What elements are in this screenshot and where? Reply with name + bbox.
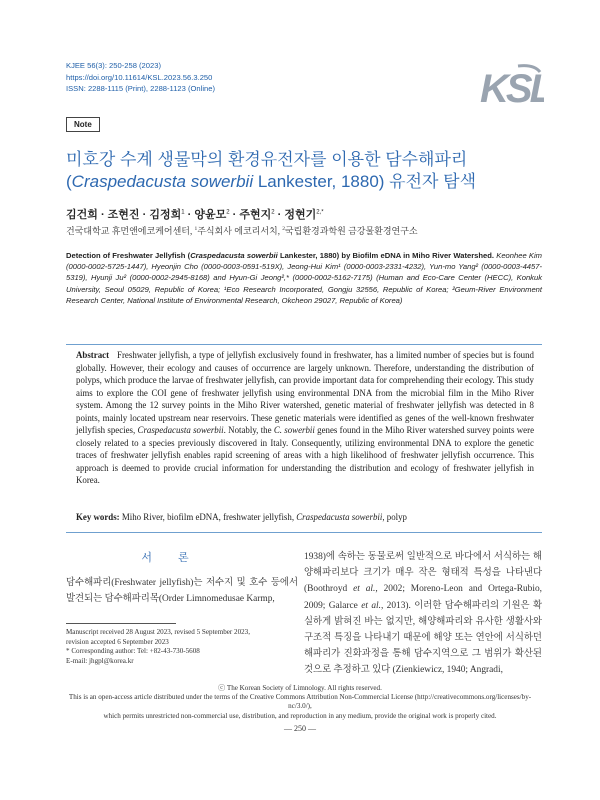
- copyright-line: ⓒ The Korean Society of Limnology. All rights reserved.: [218, 684, 382, 692]
- english-authors: Keonhee Kim (0000-0002-5725-1447), Hyeonjin Cho (0000-0003-0591-519X), Jeong-Hui Kim¹ (0000-0003-2331-4232), Yun-mo Yang² (0000-0003-4457-5319), Hyunji Ju² (0000-0002-2945-8168) and Hyun-Gi Jeong²,* (0000-0002-5162-7175) (Human and Eco-Care Center (HECC), Konkuk University, Seoul 05029, Republic of Korea; ¹Eco Research Incorporated, Gongju 32556, Republic of Korea; ²Geum-River Environment Research Center, National Institute of Environmental Research, Okcheon 29027, Republic of Korea): [66, 251, 542, 305]
- footnote-rule: [66, 623, 176, 624]
- footnote-received: Manuscript received 28 August 2023, revised 5 September 2023,: [66, 628, 251, 636]
- journal-citation: KJEE 56(3): 250-258 (2023): [66, 61, 161, 70]
- abstract: [76, 349, 534, 487]
- title-second-line: [66, 171, 546, 193]
- license-line: This is an open-access article distributed under the terms of the Creative Commons Attribution Non-Commercial License (http://creativecommons.org/licenses/by-nc/3.0/),: [68, 693, 532, 711]
- english-header: [66, 250, 542, 306]
- footnote-email[interactable]: E-mail: jhgpl@korea.kr: [66, 656, 134, 665]
- right-etal-2: et al.: [361, 600, 381, 611]
- keywords-species: Craspedacusta sowerbii: [296, 512, 383, 522]
- author-sup: 2,*: [316, 209, 324, 216]
- abstract-text-1: Freshwater jellyfish, a type of jellyfish exclusively found in freshwater, has a limited number of species but is found globally. However, their ecology and causes of occurrence are largely unknown. Therefore, understanding the distribution of polyps, which produce the larvae of freshwater jellyfish, can provide important data for comprehending their ecology. This study aims to explore the COI gene of freshwater jellyfish using environmental DNA from the microbial film in the Miho River system. Among the 12 survey points in the Miho River watershed, genetic material of freshwater jellyfish was detected in 8 points, mainly located upstream near reservoirs. These genetic materials were identified as genes of the well-known freshwater jellyfish species,: [76, 350, 534, 435]
- abstract-species-2: C. sowerbii: [273, 425, 315, 435]
- body-left-column: 담수해파리(Freshwater jellyfish)는 저수지 및 호수 등에서 발견되는 담수해파리목(Order Limnomedusae Karmp,: [66, 578, 298, 605]
- affiliation-sup-2: 2: [282, 226, 285, 232]
- footnote-corresponding: * Corresponding author: Tel: +82-43-730-5608: [66, 647, 200, 656]
- affiliation-2: 국립환경과학원 금강물환경연구소: [284, 226, 418, 236]
- author-name: 주현지: [239, 209, 272, 221]
- footnotes: [66, 628, 296, 666]
- abstract-text-2: . Notably, the: [223, 425, 274, 435]
- body-right-column: [304, 549, 542, 679]
- right-text-3: , 2013). 이러한 담수해파리의 기원은 확실하게 밝혀진 바는 없지만, 해양해파리와 유사한 생활사와 구조적 특징을 나타내기 때문에 해양 또는 연안에 서식하던 해파리가 진화과정을 통해 담수지역으로 그 범위가 확산된 것으로 추정하고 있다 (Zienkiewicz, 1940; Angradi,: [304, 600, 543, 676]
- page-number: ― 250 ―: [284, 724, 316, 733]
- ksl-logo: [478, 62, 544, 108]
- right-text-2: , 2002; Moreno-Leon and Ortega-Rubio, 2009; Galarce: [304, 584, 542, 611]
- affiliation-0: 건국대학교 휴먼앤에코케어센터,: [66, 226, 195, 236]
- author-name: 조현진: [107, 209, 140, 221]
- author-name: 김정희: [149, 209, 182, 221]
- author-name: 양윤모: [194, 209, 227, 221]
- right-text-1: 1938)에 속하는 동물로써 일반적으로 바다에서 서식하는 해양해파리보다 크기가 매우 작은 형태적 특성을 나타낸다 (Boothroyd: [304, 552, 542, 595]
- keywords-tail: , polyp: [382, 512, 407, 522]
- license-line-2: which permits unrestricted non-commercial use, distribution, and reproduction in any medium, provide the original work is properly cited.: [103, 711, 497, 720]
- keywords-text: Miho River, biofilm eDNA, freshwater jellyfish,: [119, 512, 297, 522]
- issn: ISSN: 2288-1115 (Print), 2288-1123 (Online): [66, 84, 216, 93]
- keywords: [76, 512, 534, 522]
- footnote-accepted: revision accepted 6 September 2023: [66, 637, 169, 646]
- english-title-2: Lankester, 1880) by Biofilm eDNA in Miho River Watershed.: [277, 251, 495, 260]
- author-sup: 2: [226, 209, 230, 216]
- ksl-logo-text: KSL: [480, 67, 544, 108]
- english-title-species: Craspedacusta sowerbii: [190, 251, 278, 260]
- journal-info: [66, 60, 215, 95]
- title-species: Craspedacusta sowerbii: [71, 172, 254, 191]
- right-etal-1: et al.: [353, 584, 376, 595]
- author-name: 김건희: [66, 209, 98, 221]
- abstract-text-3: genes found in the Miho River watershed survey points were closely related to a species previously discovered in Italy. Consequently, utilizing environmental DNA to explore the genetic traces of freshwater jellyfish enables rapid screening of areas with a high likelihood of freshwater jellyfish occurrence. This approach is deemed to provide crucial information for understanding the distribution and ecology of freshwater jellyfish in Korea.: [76, 425, 535, 485]
- english-title-1: Detection of Freshwater Jellyfish (: [66, 251, 191, 260]
- title-paren: (: [66, 172, 72, 191]
- note-badge: Note: [66, 117, 100, 132]
- title-korean: 미호강 수계 생물막의 환경유전자를 이용한 담수해파리: [66, 150, 468, 169]
- copyright-block: [60, 684, 540, 721]
- doi-link[interactable]: https://doi.org/10.11614/KSL.2023.56.3.250: [66, 72, 213, 82]
- abstract-top-rule: [66, 344, 542, 345]
- affiliation-sup-1: 1: [194, 226, 198, 232]
- abstract-species-1: Craspedacusta sowerbii: [137, 425, 224, 435]
- keywords-label: Key words:: [76, 512, 120, 522]
- author-sup: 1: [181, 209, 185, 216]
- affiliation-1: 주식회사 에코리서치,: [197, 226, 283, 236]
- section-heading-introduction: 서론: [141, 552, 215, 564]
- author-list: 김건희 · 조현진 · 김정희$^1$ · 양윤모$^2$ · 주현지$^2$ · 정현기$^{2,*}$: [66, 209, 324, 221]
- title-rest: Lankester, 1880) 유전자 탐색: [253, 172, 477, 191]
- abstract-label: Abstract: [76, 350, 110, 360]
- author-sup: 2: [271, 209, 275, 216]
- abstract-bottom-rule: [66, 532, 542, 533]
- affiliations: [66, 224, 418, 237]
- author-name: 정현기: [284, 209, 317, 221]
